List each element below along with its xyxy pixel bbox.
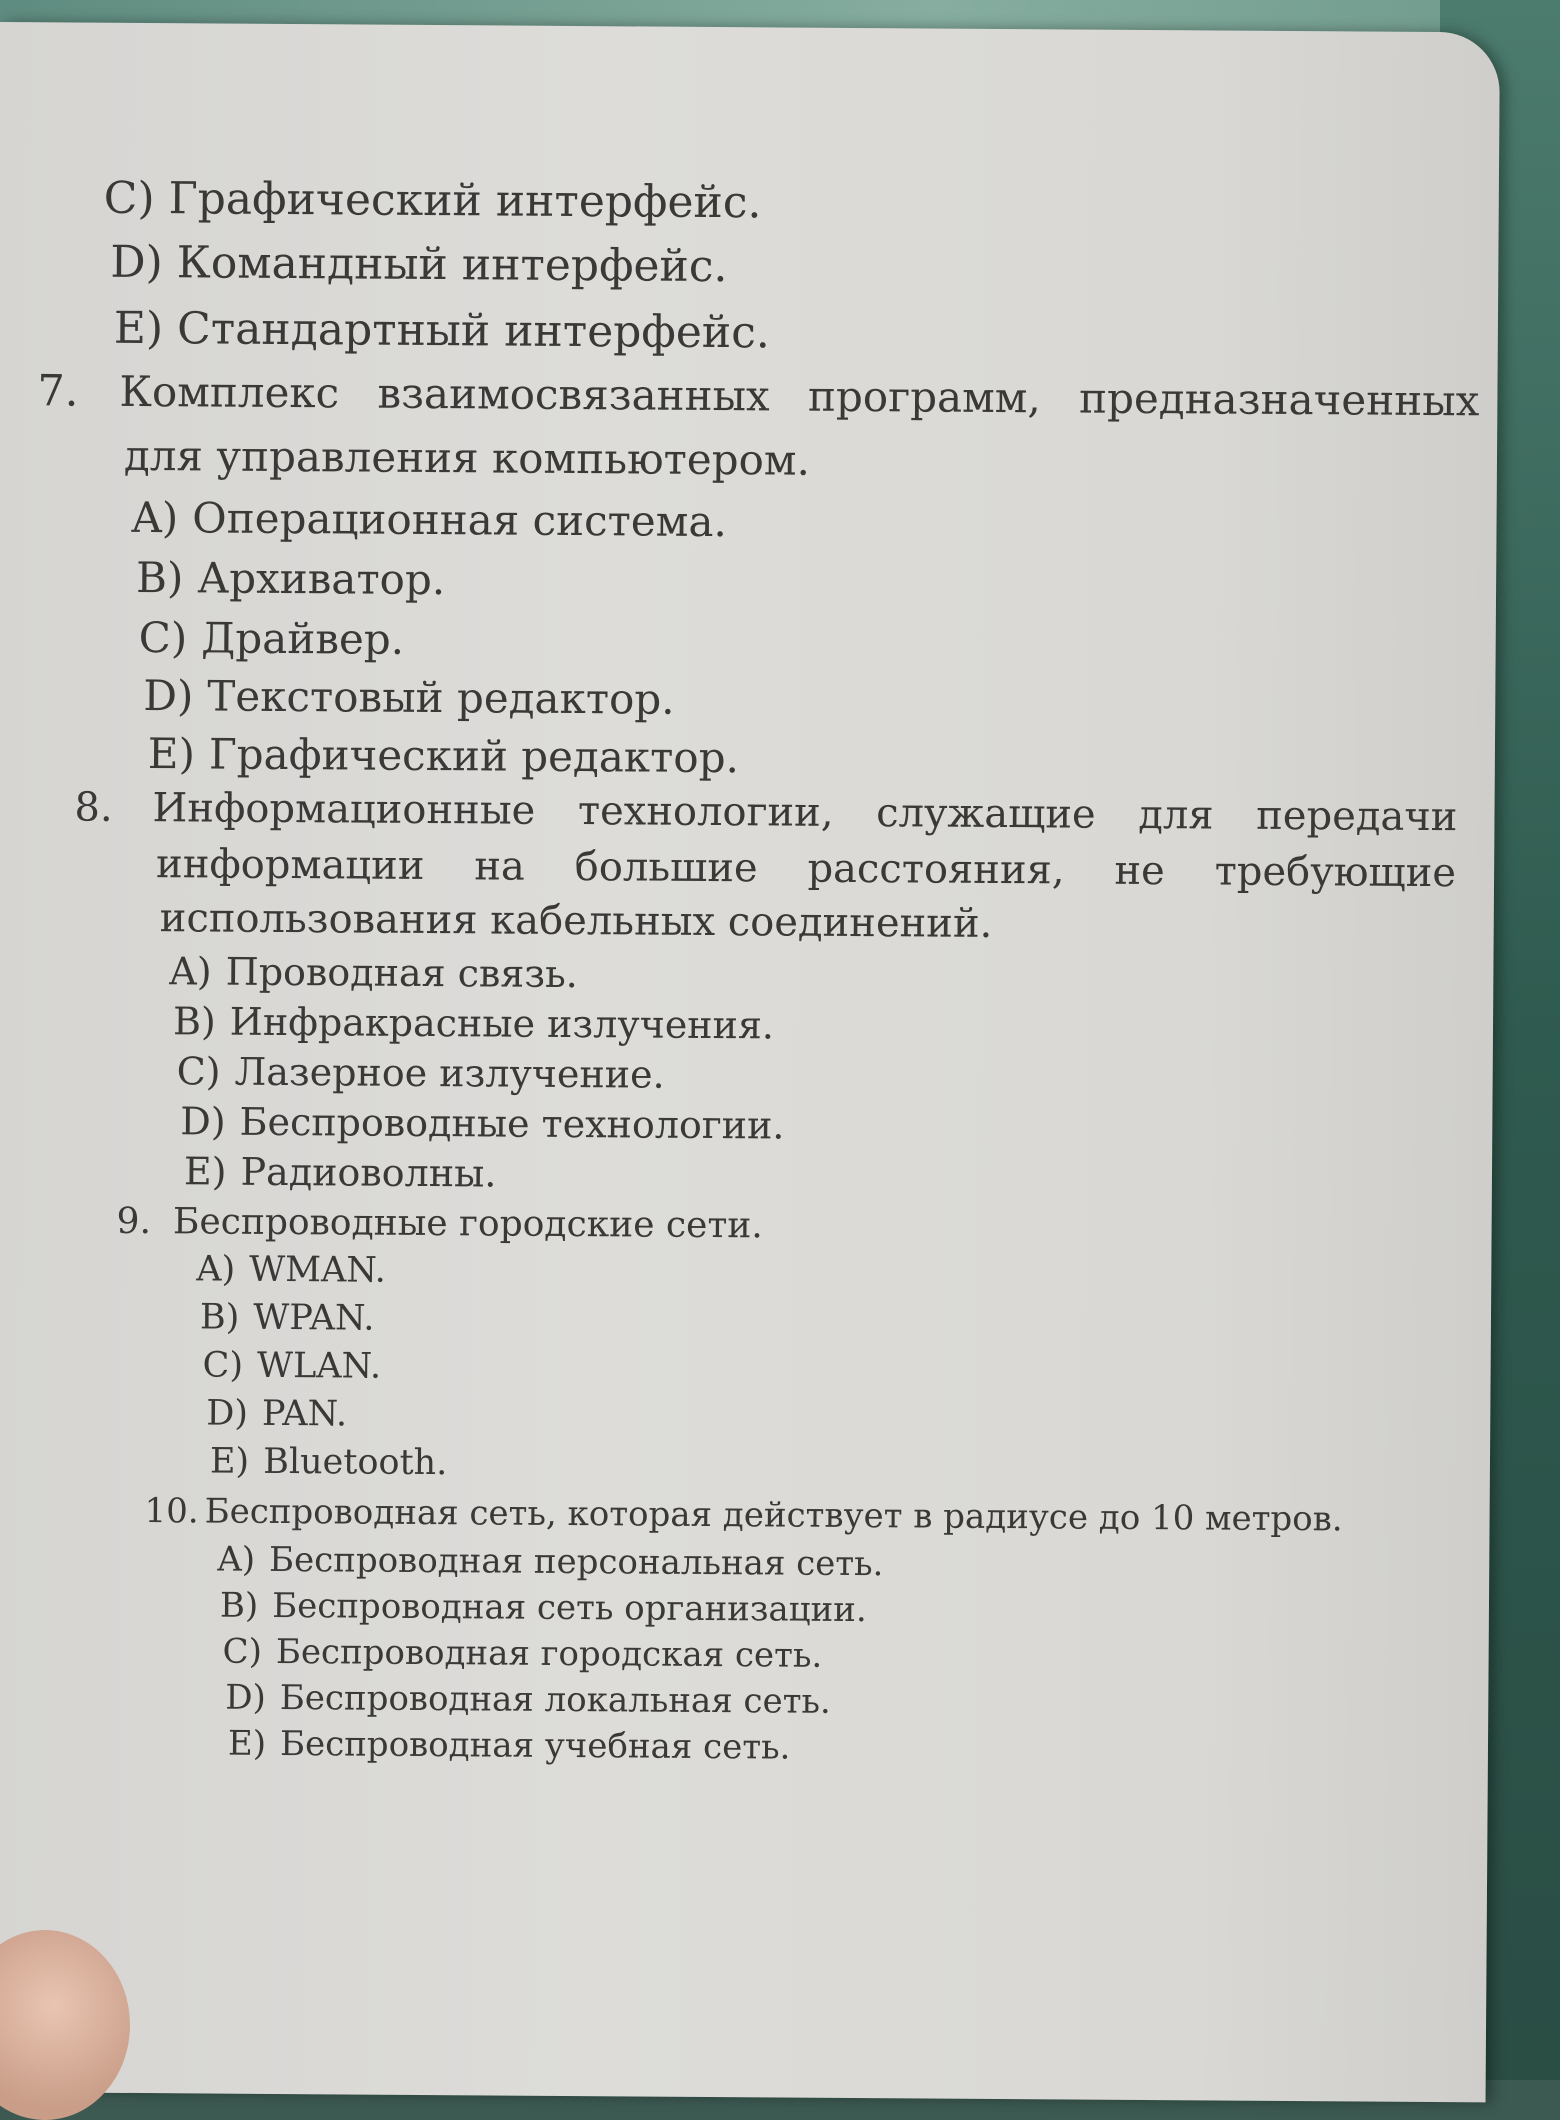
q9-option-d: D) PAN.	[206, 1393, 348, 1435]
q8-option-d: D) Беспроводные технологии.	[180, 1099, 785, 1148]
q10-option-d: D) Беспроводная локальная сеть.	[225, 1677, 831, 1722]
q8-option-e: E) Радиоволны.	[183, 1149, 497, 1196]
q9-option-c: C) WLAN.	[202, 1345, 382, 1387]
q8-option-a: A) Проводная связь.	[169, 949, 578, 997]
question-8-line-1: Информационные технологии, служащие для передачи	[152, 785, 1458, 841]
option-d-prev: D) Командный интерфейс.	[110, 236, 728, 293]
option-e-prev: E) Стандартный интерфейс.	[113, 302, 771, 359]
q10-option-c: C) Беспроводная городская сеть.	[222, 1631, 823, 1676]
q9-option-a: A) WMAN.	[196, 1249, 386, 1291]
question-8-line-2: информации на большие расстояния, не требующие	[155, 841, 1457, 897]
option-c-prev: C) Графический интерфейс.	[103, 172, 762, 229]
q8-option-c: C) Лазерное излучение.	[176, 1049, 665, 1097]
q7-option-d: D) Текстовый редактор.	[143, 671, 675, 724]
question-8-number: 8.	[74, 784, 113, 831]
q10-option-a: A) Беспроводная персональная сеть.	[217, 1539, 884, 1585]
q10-option-e: E) Беспроводная учебная сеть.	[227, 1723, 791, 1768]
q9-option-b: B) WPAN.	[199, 1297, 375, 1339]
book-page	[0, 22, 1500, 2102]
q7-option-a: A) Операционная система.	[131, 492, 727, 547]
q9-option-e: E) Bluetooth.	[209, 1441, 448, 1484]
test-questions	[0, 22, 1500, 2112]
q7-option-e: E) Графический редактор.	[147, 729, 740, 783]
question-7-number: 7.	[37, 366, 79, 417]
question-8-line-3: использования кабельных соединений.	[159, 895, 993, 947]
q10-option-b: B) Беспроводная сеть организации.	[219, 1585, 867, 1631]
question-10: 10. Беспроводная сеть, которая действует в радиусе до 10 метров.	[144, 1491, 1343, 1540]
q7-option-c: C) Драйвер.	[138, 612, 405, 664]
q8-option-b: B) Инфракрасные излучения.	[172, 999, 775, 1048]
q7-option-b: B) Архиватор.	[135, 552, 446, 605]
question-9: 9. Беспроводные городские сети.	[116, 1200, 763, 1247]
question-7-line-1: Комплекс взаимосвязанных программ, предназначенных	[119, 366, 1480, 426]
question-7-line-2: для управления компьютером.	[123, 430, 811, 485]
